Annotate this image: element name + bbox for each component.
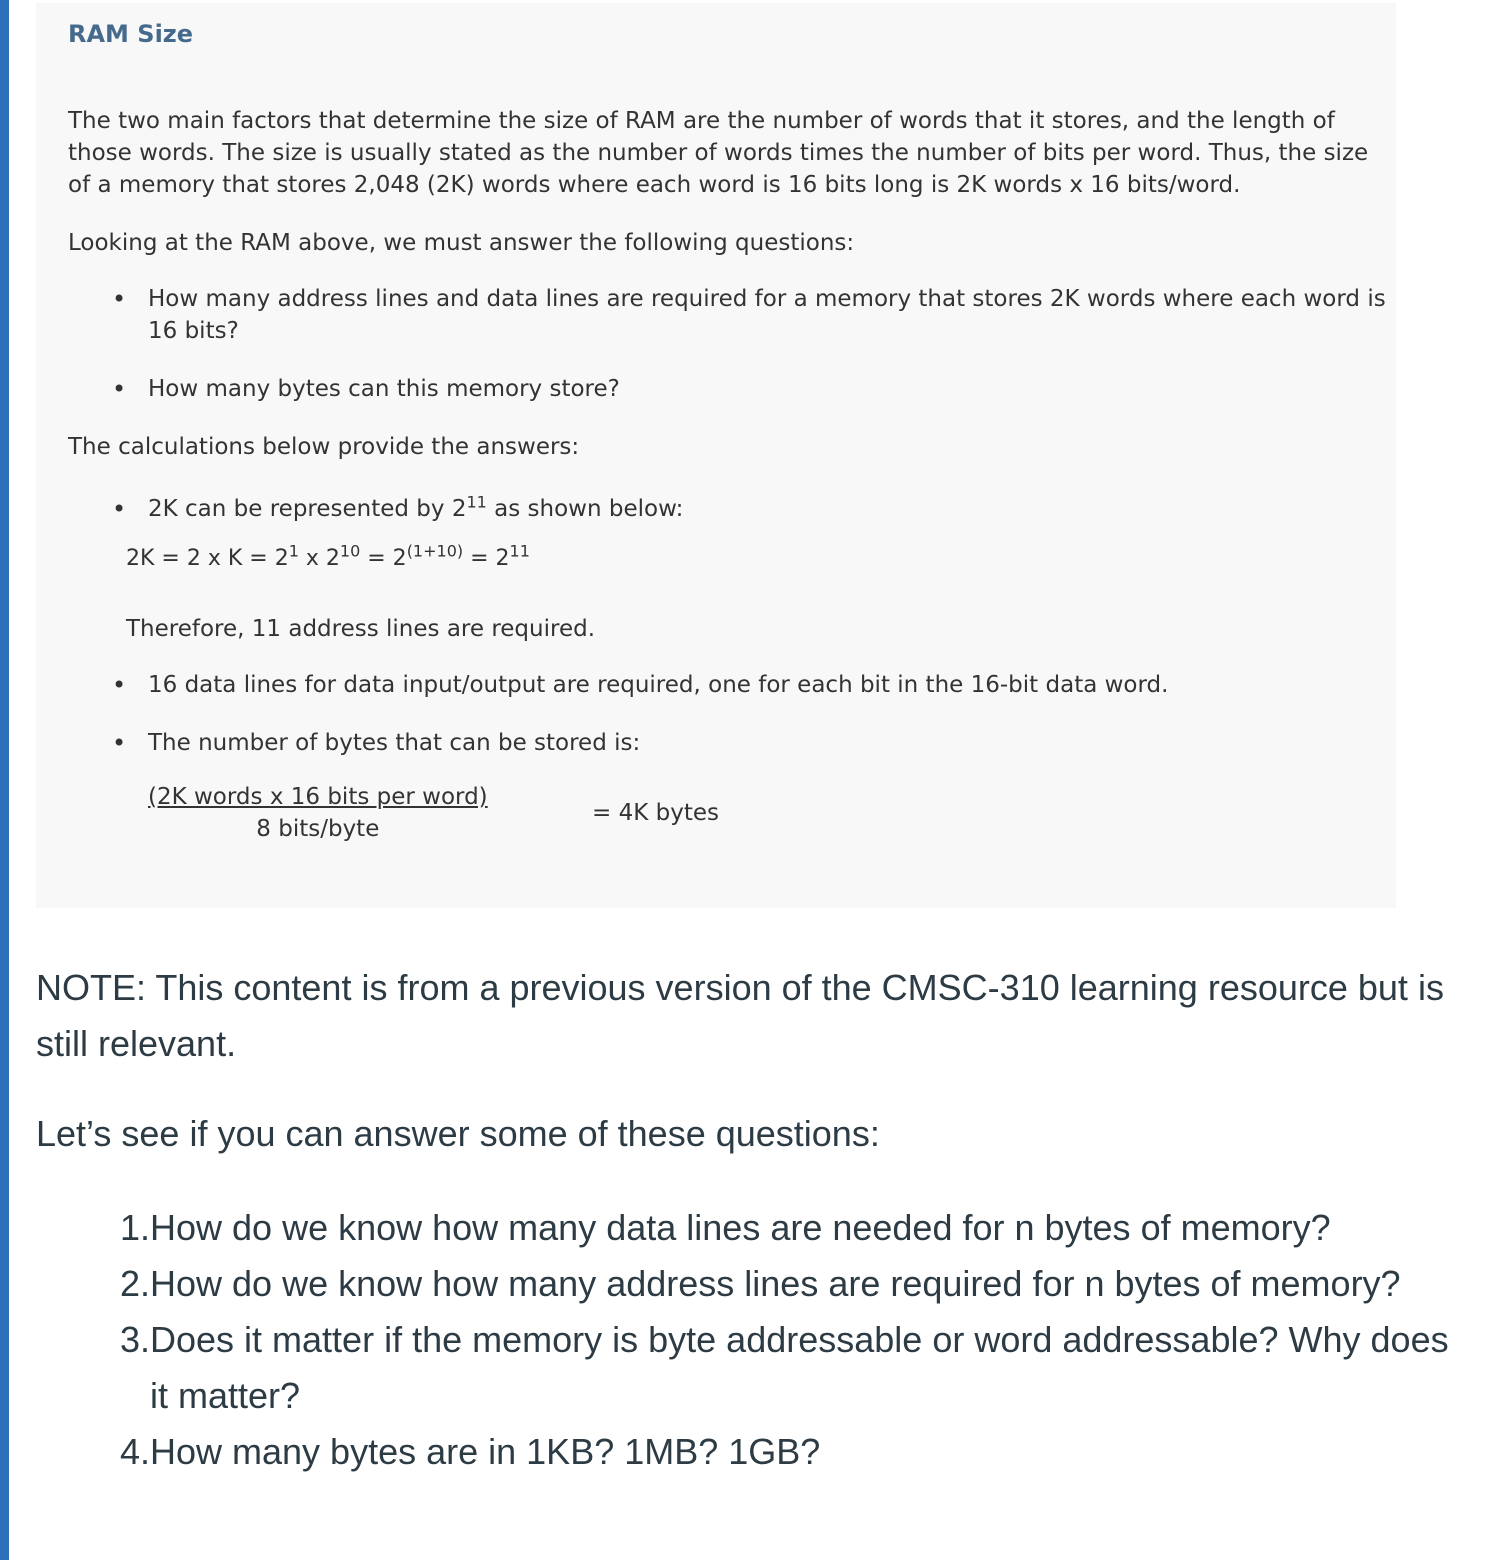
question-number: 1.	[119, 1207, 150, 1248]
eq-exponent: 1	[288, 541, 299, 561]
fraction-denominator: 8 bits/byte	[256, 816, 380, 842]
question-text: How do we know how many data lines are needed for n bytes of memory?	[150, 1207, 1331, 1248]
review-question-list	[36, 1200, 1456, 1480]
exponent-equation	[126, 543, 1396, 575]
list-item: • The number of bytes that can be stored is:	[68, 727, 1396, 759]
calc1-pre: 2K can be represented by 2	[148, 496, 467, 522]
question-text: How many bytes are in 1KB? 1MB? 1GB?	[150, 1431, 821, 1472]
list-item	[36, 1312, 1456, 1424]
eq-part: x 2	[298, 546, 340, 571]
question-list	[68, 283, 1396, 405]
calc1-post: as shown below:	[486, 496, 684, 522]
main-content	[36, 960, 1456, 1480]
question-number: 4.	[119, 1431, 150, 1472]
looking-text: Looking at the RAM above, we must answer the following questions:	[68, 230, 855, 256]
question-number: 2.	[119, 1263, 150, 1304]
list-item	[36, 1424, 1456, 1480]
eq-part: 2K = 2 x K = 2	[126, 546, 289, 571]
calc-list	[68, 493, 1396, 525]
eq-part: = 2	[463, 546, 510, 571]
eq-exponent: 10	[339, 541, 361, 561]
question-text: How do we know how many address lines are required for n bytes of memory?	[150, 1263, 1401, 1304]
questions-intro: Let’s see if you can answer some of these questions:	[36, 1113, 880, 1154]
fraction-numerator: (2K words x 16 bits per word)	[148, 784, 488, 810]
eq-exponent: (1+10)	[406, 541, 464, 561]
list-item: • How many address lines and data lines are required for a memory that stores 2K words where each word is 16 bits?	[68, 283, 1393, 347]
eq-part: = 2	[360, 546, 407, 571]
list-item: • How many bytes can this memory store?	[68, 373, 1396, 405]
question-number: 3.	[119, 1319, 150, 1360]
ram-size-title: RAM Size	[68, 20, 194, 48]
fraction	[148, 781, 488, 845]
calc1-exponent: 11	[466, 492, 487, 512]
list-item	[36, 1256, 1456, 1312]
calc-list-2	[68, 669, 1396, 759]
bytes-fraction	[68, 781, 1396, 851]
list-item: • 16 data lines for data input/output are required, one for each bit in the 16-bit data word.	[68, 669, 1396, 701]
therefore-text: Therefore, 11 address lines are required.	[126, 616, 596, 642]
fraction-result: = 4K bytes	[592, 800, 719, 826]
eq-exponent: 11	[509, 541, 530, 561]
list-item	[36, 1200, 1456, 1256]
question-text: Does it matter if the memory is byte addressable or word addressable? Why does it matter?	[150, 1319, 1449, 1416]
list-item	[68, 493, 1396, 525]
ram-size-intro: The two main factors that determine the size of RAM are the number of words that it stores, and the length of those words. The size is usually stated as the number of words times the number of bits per word. Thus, the size of a memory that stores 2,048 (2K) words where each word is 16 bits long is 2K words x 16 bits/word.	[68, 108, 1369, 198]
note-text: NOTE: This content is from a previous version of the CMSC-310 learning resource but is still relevant.	[36, 967, 1444, 1064]
left-border-rule	[0, 0, 9, 1560]
ram-size-panel	[36, 3, 1396, 908]
calc-intro: The calculations below provide the answers:	[68, 434, 580, 460]
